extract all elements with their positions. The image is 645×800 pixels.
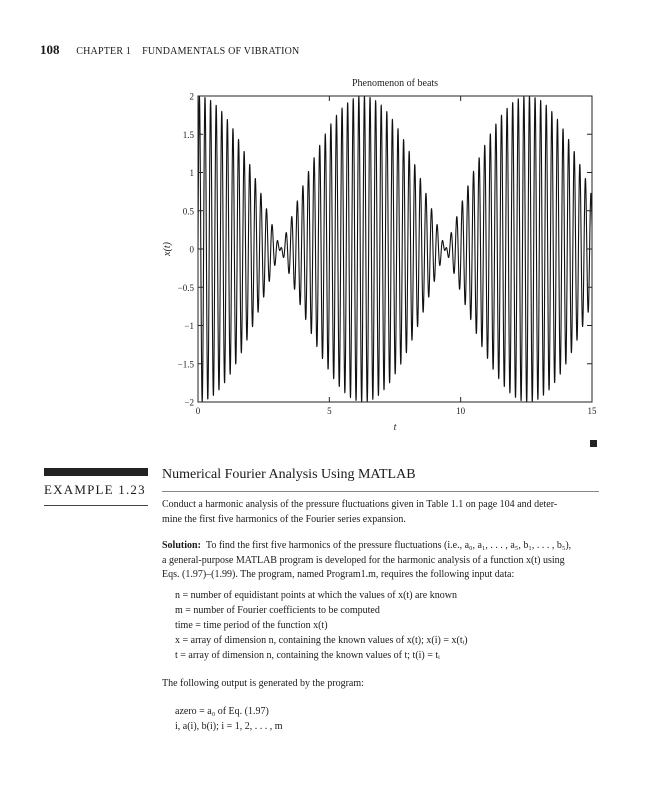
x-tick-label: 5 xyxy=(327,406,332,416)
solution-label: Solution: xyxy=(162,540,201,551)
y-tick-label: 1.5 xyxy=(182,129,194,140)
output-item: azero = a₀ of Eq. (1.97) xyxy=(175,706,269,717)
section-title: Numerical Fourier Analysis Using MATLAB xyxy=(162,467,416,482)
solution-paragraph xyxy=(162,539,599,583)
x-axis-label: t xyxy=(393,422,397,432)
x-tick-label: 0 xyxy=(195,406,201,416)
input-item: x = array of dimension n, containing the known values of x(t); x(i) = x(tᵢ) xyxy=(175,635,468,646)
end-of-example-mark xyxy=(590,440,597,447)
output-item: i, a(i), b(i); i = 1, 2, . . . , m xyxy=(175,721,283,732)
y-tick-label: 2 xyxy=(189,91,194,102)
chapter-title: FUNDAMENTALS OF VIBRATION xyxy=(142,46,300,57)
input-item: time = time period of the function x(t) xyxy=(175,620,328,631)
x-tick-label: 10 xyxy=(456,406,466,416)
solution-text: To find the first five harmonics of the pressure fluctuations (i.e., a₀, a₁, . . . , a₅, b₁, . . . , b₅), xyxy=(205,540,572,551)
title-rule xyxy=(162,491,599,492)
running-head xyxy=(40,42,299,58)
x-tick-label: 15 xyxy=(587,406,597,416)
input-item: m = number of Fourier coefficients to be computed xyxy=(175,605,380,616)
output-list xyxy=(175,704,283,734)
y-axis-label: x(t) xyxy=(162,242,173,256)
input-item: t = array of dimension n, containing the known values of t; t(i) = tᵢ xyxy=(175,650,440,661)
problem-line: Conduct a harmonic analysis of the pressure fluctuations given in Table 1.1 on page 104 and deter- xyxy=(162,499,558,510)
input-data-list xyxy=(175,588,468,663)
example-bar xyxy=(44,468,148,476)
chapter-label: CHAPTER 1 xyxy=(76,46,132,57)
solution-line xyxy=(162,539,599,554)
series-line xyxy=(198,96,592,402)
y-tick-label: 1 xyxy=(189,168,194,178)
y-tick-label: −1.5 xyxy=(177,359,194,370)
example-label: EXAMPLE 1.23 xyxy=(44,482,146,497)
y-tick-label: 0.5 xyxy=(182,206,194,217)
solution-line: Eqs. (1.97)–(1.99). The program, named Program1.m, requires the following input data: xyxy=(162,569,515,580)
y-tick-label: −2 xyxy=(184,397,194,408)
y-tick-label: −0.5 xyxy=(177,282,194,293)
problem-statement xyxy=(162,498,599,527)
solution-line: a general-purpose MATLAB program is developed for the harmonic analysis of a function x(t) using xyxy=(162,554,565,566)
y-tick-label: −1 xyxy=(184,321,194,331)
output-intro: The following output is generated by the program: xyxy=(162,678,364,689)
input-item: n = number of equidistant points at which the values of x(t) are known xyxy=(175,590,457,601)
y-tick-label: 0 xyxy=(189,244,194,255)
problem-line: mine the first five harmonics of the Fourier series expansion. xyxy=(162,513,406,525)
chart-title: Phenomenon of beats xyxy=(351,78,439,89)
beats-chart xyxy=(150,72,610,432)
page-number: 108 xyxy=(40,42,60,57)
example-rule xyxy=(44,505,148,506)
